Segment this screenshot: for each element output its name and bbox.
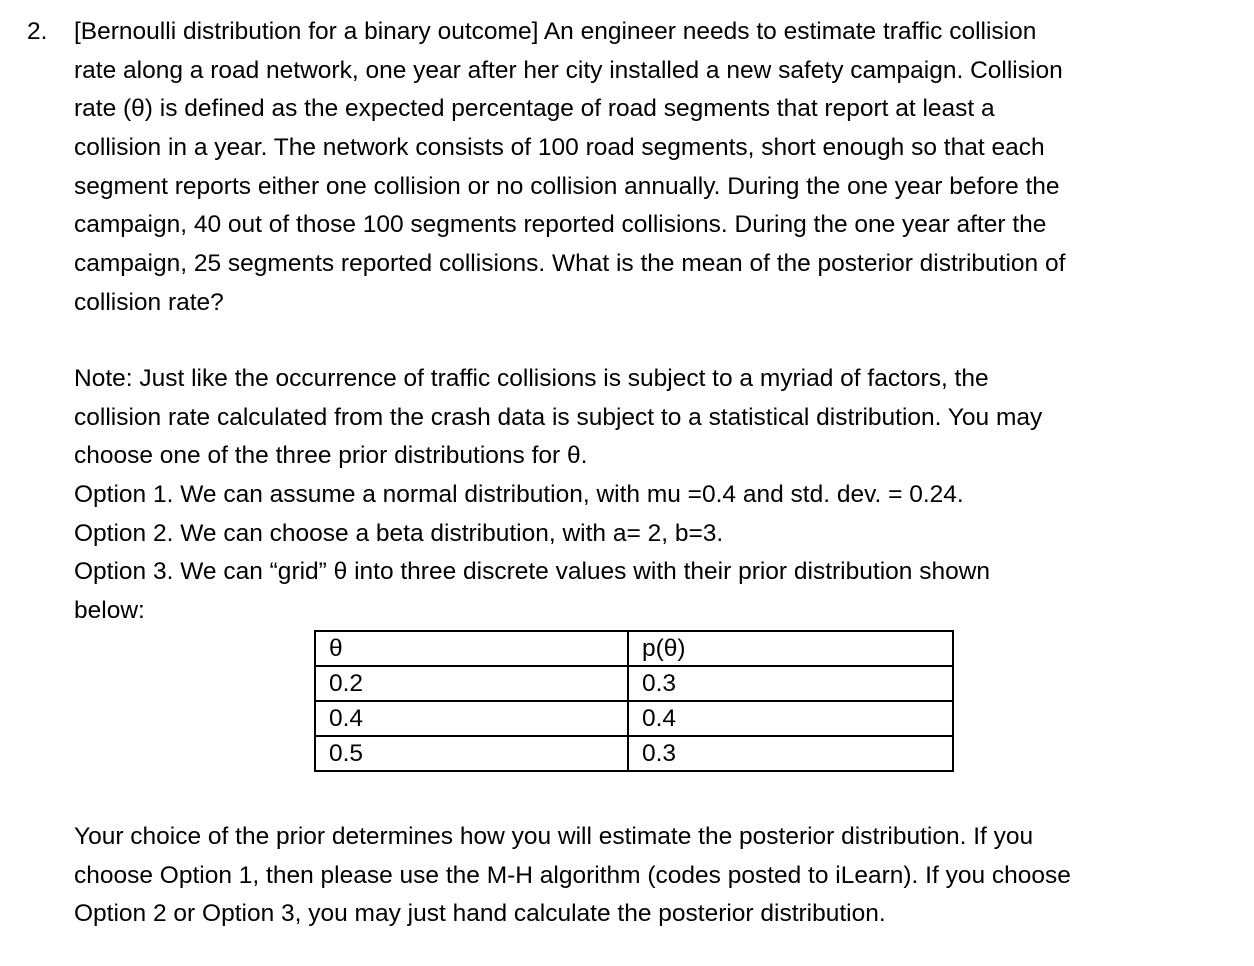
probability-cell: 0.4 [628,701,953,736]
table-row [315,736,953,771]
option-2-line: Option 2. We can choose a beta distribution, with a= 2, b=3. [74,519,724,547]
text-line: campaign, 40 out of those 100 segments reported collisions. During the one year after the [74,211,1047,239]
text-line: Option 2 or Option 3, you may just hand calculate the posterior distribution. [74,900,886,928]
question-paragraph [74,13,1204,323]
option-1-line: Option 1. We can assume a normal distribution, with mu =0.4 and std. dev. = 0.24. [74,481,964,509]
instructions-paragraph [74,818,1204,934]
question-number: 2. [27,18,48,45]
table-header-row [315,631,953,666]
probability-header: p(θ) [628,631,953,666]
theta-cell: 0.2 [315,666,628,701]
text-line: segment reports either one collision or no collision annually. During the one year before the [74,172,1060,200]
theta-cell: 0.4 [315,701,628,736]
text-line: Note: Just like the occurrence of traffic collisions is subject to a myriad of factors, the [74,365,989,392]
text-line: [Bernoulli distribution for a binary outcome] An engineer needs to estimate traffic collision [74,18,1037,45]
text-line: collision rate calculated from the crash data is subject to a statistical distribution. You may [74,403,1043,431]
table-row [315,701,953,736]
text-line: choose Option 1, then please use the M-H algorithm (codes posted to iLearn). If you choose [74,861,1071,889]
text-line: rate (θ) is defined as the expected percentage of road segments that report at least a [74,95,995,123]
theta-header: θ [315,631,628,666]
theta-cell: 0.5 [315,736,628,771]
text-line: below: [74,597,145,625]
text-line: rate along a road network, one year after her city installed a new safety campaign. Collision [74,56,1063,84]
note-paragraph [74,360,1204,631]
text-line: campaign, 25 segments reported collisions. What is the mean of the posterior distribution of [74,250,1066,278]
text-line: collision in a year. The network consists of 100 road segments, short enough so that each [74,134,1045,162]
probability-cell: 0.3 [628,736,953,771]
option-3-line: Option 3. We can “grid” θ into three discrete values with their prior distribution shown [74,558,991,586]
text-line: choose one of the three prior distributions for θ. [74,442,588,470]
text-line: collision rate? [74,288,224,316]
table-row [315,666,953,701]
text-line: Your choice of the prior determines how you will estimate the posterior distribution. If you [74,823,1034,850]
probability-cell: 0.3 [628,666,953,701]
prior-distribution-table [314,630,954,772]
